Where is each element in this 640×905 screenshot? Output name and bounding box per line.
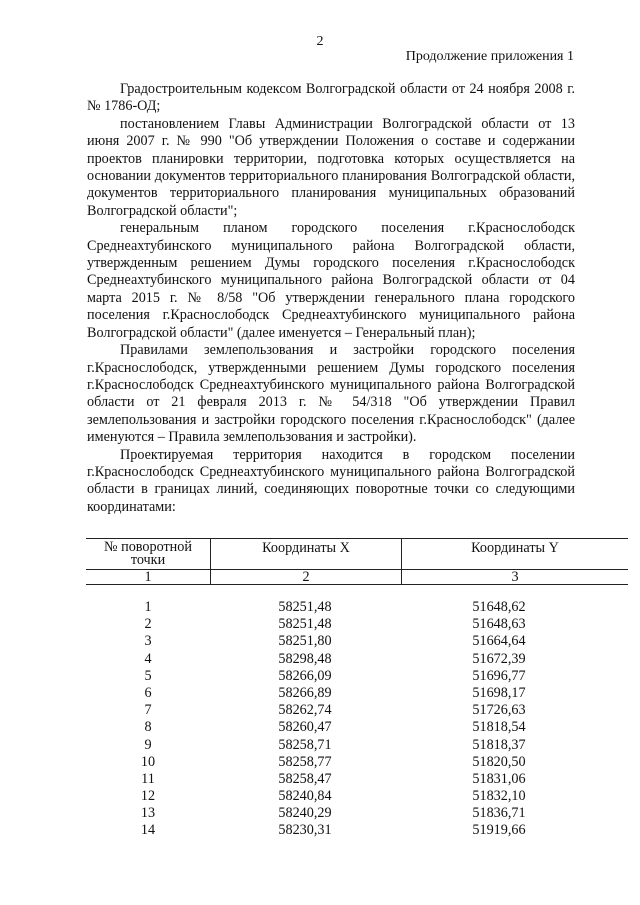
table-row — [86, 737, 628, 754]
point-number: 13 — [140, 805, 156, 822]
point-number: 5 — [144, 667, 152, 684]
coord-x: 58240,84 — [278, 788, 332, 805]
coord-x: 58262,74 — [278, 702, 332, 719]
point-number: 6 — [144, 684, 152, 701]
coord-x: 58251,48 — [278, 616, 332, 633]
point-number: 14 — [140, 822, 156, 839]
table-row — [86, 788, 628, 805]
coord-x: 58258,47 — [278, 770, 332, 787]
table-row — [86, 805, 628, 822]
coordinates-table — [86, 538, 628, 840]
header-point-number: № поворотной точки — [86, 539, 211, 569]
point-number: 9 — [144, 736, 152, 753]
coord-y: 51698,17 — [472, 684, 526, 701]
coord-y: 51836,71 — [472, 805, 526, 822]
paragraph: постановлением Главы Администрации Волгоградской области от 13 июня 2007 г. № 990 "Об утверждении Положения о составе и содержании проектов планировки территории, подготовка которых осуществляется на основании документов территориального планирования Волгоградской области, документов территориального планирования муниципальных образований Волгоградской области"; — [87, 115, 575, 219]
coord-y: 51818,37 — [472, 736, 526, 753]
table-row — [86, 668, 628, 685]
coord-y: 51832,10 — [472, 788, 526, 805]
coord-y: 51696,77 — [472, 667, 526, 684]
coord-x: 58298,48 — [278, 650, 332, 667]
coord-x: 58240,29 — [278, 805, 332, 822]
coord-x: 58266,89 — [278, 684, 332, 701]
coord-x: 58266,09 — [278, 667, 332, 684]
table-row — [86, 719, 628, 736]
table-row — [86, 599, 628, 616]
point-number: 10 — [140, 753, 156, 770]
table-row — [86, 754, 628, 771]
table-row — [86, 702, 628, 719]
table-row — [86, 685, 628, 702]
table-row — [86, 771, 628, 788]
point-number: 8 — [144, 719, 152, 736]
point-number: 4 — [144, 650, 152, 667]
coord-y: 51726,63 — [472, 702, 526, 719]
point-number: 1 — [144, 599, 152, 615]
coord-y: 51648,63 — [472, 616, 526, 633]
coord-x: 58260,47 — [278, 719, 332, 736]
paragraph: генеральным планом городского поселения г.Краснослободск Среднеахтубинского муниципального района Волгоградской области, утвержденным решением Думы городского поселения г.Краснослободск Среднеахтубинского муниципального района Волгоградской области от 04 марта 2015 г. № 8/58 "Об утверждении генерального плана городского поселения г.Краснослободск Среднеахтубинского муниципального района Волгоградской области" (далее именуется – Генеральный план); — [87, 220, 575, 341]
point-number: 2 — [144, 616, 152, 633]
header-coord-y: Координаты Y — [471, 540, 559, 556]
document-body — [87, 81, 575, 516]
table-row — [86, 616, 628, 633]
coord-y: 51648,62 — [472, 599, 526, 615]
point-number: 3 — [144, 633, 152, 650]
table-column-numbers — [86, 570, 628, 585]
coord-y: 51820,50 — [472, 753, 526, 770]
coord-y: 51831,06 — [472, 770, 526, 787]
table-row — [86, 633, 628, 650]
coord-y: 51672,39 — [472, 650, 526, 667]
table-body — [86, 599, 628, 840]
coord-y: 51818,54 — [472, 719, 526, 736]
paragraph: Градостроительным кодексом Волгоградской области от 24 ноября 2008 г. № 1786-ОД; — [87, 81, 575, 115]
coord-x: 58258,71 — [278, 736, 332, 753]
coord-x: 58251,80 — [278, 633, 332, 650]
table-row — [86, 651, 628, 668]
coord-y: 51664,64 — [472, 633, 526, 650]
column-number: 2 — [211, 570, 402, 584]
header-note: Продолжение приложения 1 — [405, 49, 574, 64]
point-number: 12 — [140, 788, 156, 805]
column-number: 3 — [511, 569, 519, 585]
paragraph: Проектируемая территория находится в городском поселении г.Краснослободск Среднеахтубинского муниципального района Волгоградской области в границах линий, соединяющих поворотные точки со следующими координатами: — [87, 446, 575, 515]
point-number: 11 — [141, 770, 155, 787]
column-number: 1 — [86, 570, 211, 584]
coord-x: 58258,77 — [278, 753, 332, 770]
table-header — [86, 538, 628, 570]
coord-y: 51919,66 — [472, 822, 526, 839]
coord-x: 58251,48 — [278, 599, 332, 615]
table-row — [86, 822, 628, 839]
coord-x: 58230,31 — [278, 822, 332, 839]
point-number: 7 — [144, 702, 152, 719]
page-number: 2 — [316, 34, 324, 49]
header-coord-x: Координаты X — [211, 539, 402, 569]
paragraph: Правилами землепользования и застройки городского поселения г.Краснослободск, утвержденными решением Думы городского поселения г.Краснослободск Среднеахтубинского муниципального района Волгоградской области от 21 февраля 2013 г. № 54/318 "Об утверждении Правил землепользования и застройки городского поселения г.Краснослободск" (далее именуются – Правила землепользования и застройки). — [87, 342, 575, 446]
